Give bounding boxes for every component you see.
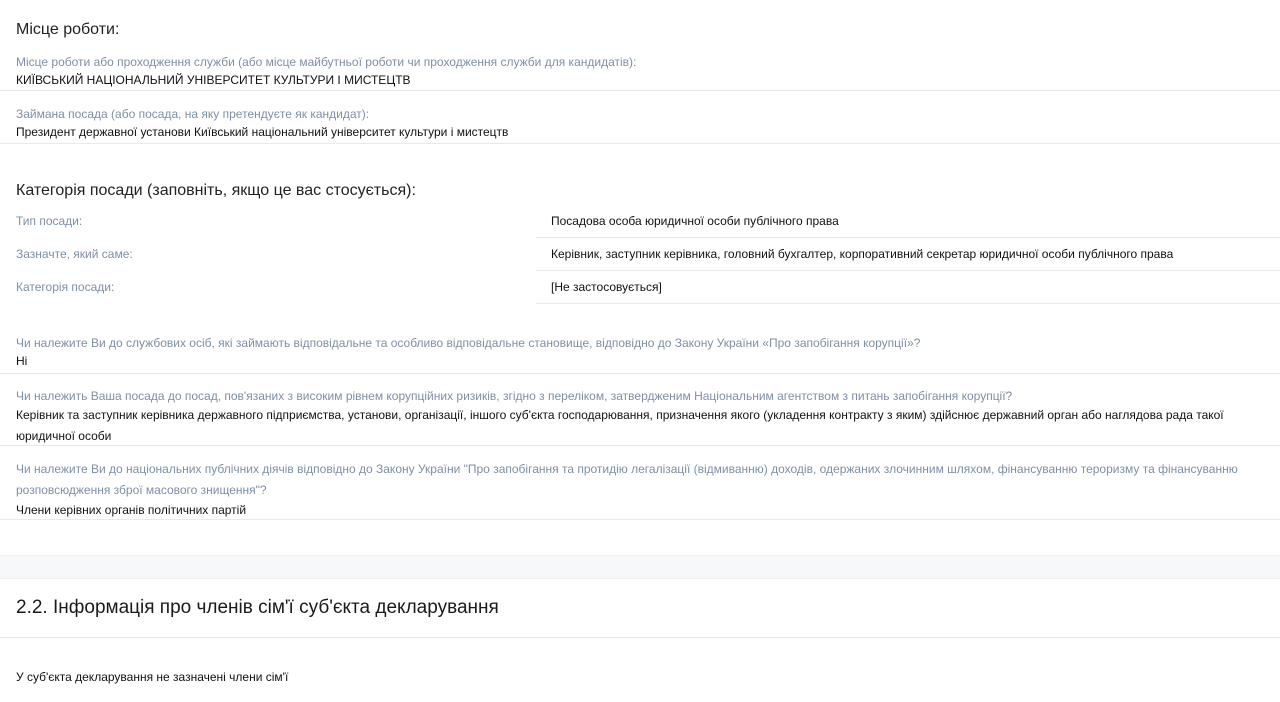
question-corruption-risk-answer: Керівник та заступник керівника державного підприємства, установи, організації, іншого суб'єкта господарювання, призначення якого (укладення контракту з яким) здійснює державний орган або наглядова рада такої юридичної особи xyxy=(16,408,1224,443)
category-row-type xyxy=(0,205,1280,238)
workplace-place-value: КИЇВСЬКИЙ НАЦІОНАЛЬНИЙ УНІВЕРСИТЕТ КУЛЬТУРИ І МИСТЕЦТВ xyxy=(16,73,411,87)
question-responsible-position-label: Чи належите Ви до службових осіб, які займають відповідальне та особливо відповідальне становище, відповідно до Закону України «Про запобігання корупції»? xyxy=(16,336,921,350)
question-corruption-risk xyxy=(0,387,1280,446)
category-which-label: Зазначте, який саме: xyxy=(16,247,133,261)
question-public-figure xyxy=(0,459,1280,520)
category-row-which xyxy=(0,238,1280,271)
category-category-label: Категорія посади: xyxy=(16,280,115,294)
workplace-section-title: Місце роботи: xyxy=(16,21,120,38)
family-section-heading: 2.2. Інформація про членів сім'ї суб'єкта декларування xyxy=(16,597,499,618)
category-section-title: Категорія посади (заповніть, якщо це вас стосується): xyxy=(16,182,416,199)
category-type-value: Посадова особа юридичної особи публічного права xyxy=(536,205,1280,238)
category-category-value: [Не застосовується] xyxy=(536,271,1280,304)
workplace-position-value: Президент державної установи Київський національний університет культури і мистецтв xyxy=(16,125,509,139)
question-public-figure-label: Чи належите Ви до національних публічних діячів відповідно до Закону України "Про запобігання та протидію легалізації (відмиванню) доходів, одержаних злочинним шляхом, фінансуванню тероризму та фінансуванню розповсюдження зброї масового знищення"? xyxy=(16,462,1238,497)
section-divider xyxy=(0,555,1280,579)
category-which-value: Керівник, заступник керівника, головний бухгалтер, корпоративний секретар юридичної особи публічного права xyxy=(536,238,1280,271)
question-responsible-position xyxy=(0,334,1280,374)
workplace-position-field xyxy=(0,105,1280,144)
family-empty-note: У суб'єкта декларування не зазначені члени сім'ї xyxy=(16,670,289,684)
family-heading-divider xyxy=(0,637,1280,638)
category-type-label: Тип посади: xyxy=(16,214,83,228)
workplace-place-field xyxy=(0,53,1280,91)
workplace-position-label: Займана посада (або посада, на яку претендуєте як кандидат): xyxy=(16,107,370,121)
question-responsible-position-answer: Ні xyxy=(16,354,28,368)
category-row-category xyxy=(0,271,1280,304)
question-public-figure-answer: Члени керівних органів політичних партій xyxy=(16,503,247,517)
question-corruption-risk-label: Чи належить Ваша посада до посад, пов'язаних з високим рівнем корупційних ризиків, згідно з переліком, затвердженим Національним агентством з питань запобігання корупції? xyxy=(16,389,1013,403)
workplace-place-label: Місце роботи або проходження служби (або місце майбутньої роботи чи проходження служби для кандидатів): xyxy=(16,55,637,69)
